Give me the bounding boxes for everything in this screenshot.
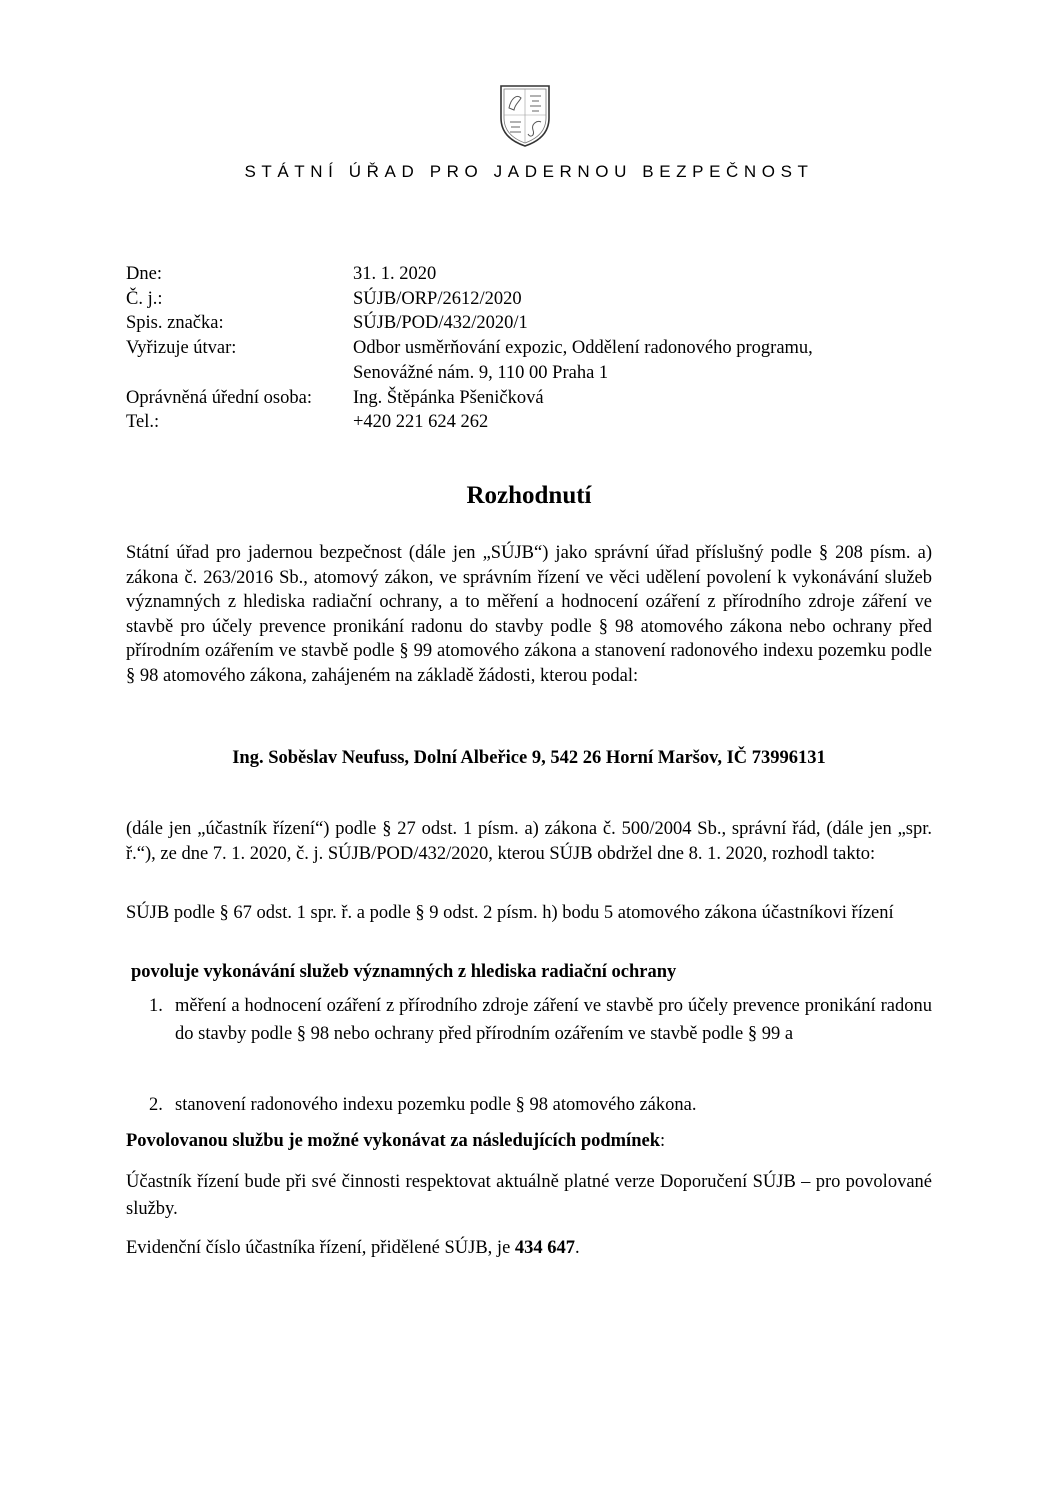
list-item: [126, 1092, 932, 1120]
applicant-line: Ing. Soběslav Neufuss, Dolní Albeřice 9, 542 26 Horní Maršov, IČ 73996131: [232, 748, 826, 768]
meta-label: Dne:: [126, 264, 162, 284]
list-number: 1.: [149, 996, 163, 1016]
meta-row-department-address: [126, 361, 813, 386]
meta-value: Ing. Štěpánka Pšeničková: [353, 387, 544, 408]
meta-row-department: [126, 336, 813, 361]
permit-statement: povoluje vykonávání služeb významných z hlediska radiační ochrany: [131, 962, 677, 982]
meta-label: Spis. značka:: [126, 313, 224, 334]
conditions-heading-text: Povolovanou službu je možné vykonávat za následujících podmínek: [126, 1131, 660, 1151]
conditions-heading-colon: :: [660, 1131, 666, 1151]
meta-label: Vyřizuje útvar:: [126, 338, 237, 359]
meta-label: [126, 361, 353, 386]
meta-row-reference: [126, 287, 813, 312]
intro-paragraph: Státní úřad pro jadernou bezpečnost (dále jen „SÚJB“) jako správní úřad příslušný podle § 208 písm. a) zákona č. 263/2016 Sb., atomový zákon, ve správním řízení ve věci udělení povolení k vykonávání služeb významných z hlediska radiační ochrany, a to měření a hodnocení ozáření z přírodního zdroje záření ve stavbě pro účely prevence pronikání radonu do stavby podle § 98 atomového zákona nebo ochrany před přírodním ozářením ve stavbě podle § 99 atomového zákona a stanovení radonového indexu pozemku podle § 98 atomového zákona, zahájeném na základě žádosti, kterou podal:: [126, 543, 932, 686]
conditions-paragraph: Účastník řízení bude při své činnosti respektovat aktuálně platné verze Doporučení SÚJB – pro povolované služby.: [126, 1172, 932, 1219]
meta-label: Oprávněná úřední osoba:: [126, 387, 312, 408]
czech-state-emblem-icon: [497, 82, 553, 148]
list-item-text: měření a hodnocení ozáření z přírodního zdroje záření ve stavbě pro účely prevence pronikání radonu do stavby podle § 98 nebo ochrany před přírodním ozářením ve stavbě podle § 99 a: [175, 996, 932, 1044]
meta-row-official: [126, 386, 813, 411]
meta-row-file-mark: [126, 311, 813, 336]
meta-value: Odbor usměrňování expozic, Oddělení radonového programu,: [353, 338, 813, 359]
list-item: [126, 993, 932, 1048]
office-name: STÁTNÍ ÚŘAD PRO JADERNOU BEZPEČNOST: [244, 162, 814, 181]
meta-row-phone: [126, 410, 813, 435]
meta-value: 31. 1. 2020: [353, 264, 437, 284]
conditions-heading: [126, 1129, 932, 1154]
meta-value: SÚJB/ORP/2612/2020: [353, 288, 522, 309]
list-number: 2.: [149, 1095, 163, 1115]
meta-label: Tel.:: [126, 412, 160, 433]
meta-value: Senovážné nám. 9, 110 00 Praha 1: [353, 362, 609, 383]
document-title: Rozhodnutí: [466, 482, 592, 509]
meta-value: +420 221 624 262: [353, 412, 489, 433]
evidence-number: 434 647: [514, 1238, 576, 1258]
evidence-suffix: .: [575, 1238, 580, 1258]
meta-row-date: [126, 262, 813, 287]
meta-value: SÚJB/POD/432/2020/1: [353, 313, 528, 334]
meta-label: Č. j.:: [126, 288, 163, 309]
permitted-services-list-continued: [126, 1092, 932, 1120]
permitted-services-list: [126, 993, 932, 1048]
evidence-prefix: Evidenční číslo účastníka řízení, přidělené SÚJB, je: [126, 1238, 515, 1258]
party-definition-paragraph: (dále jen „účastník řízení“) podle § 27 odst. 1 písm. a) zákona č. 500/2004 Sb., správní řád, (dále jen „spr. ř.“), ze dne 7. 1. 2020, č. j. SÚJB/POD/432/2020, kterou SÚJB obdržel dne 8. 1. 2020, rozhodl takto:: [126, 819, 932, 864]
document-metadata: [126, 262, 813, 435]
list-item-text: stanovení radonového indexu pozemku podle § 98 atomového zákona.: [175, 1095, 697, 1115]
evidence-number-paragraph: [126, 1236, 932, 1261]
legal-basis-paragraph: SÚJB podle § 67 odst. 1 spr. ř. a podle § 9 odst. 2 písm. h) bodu 5 atomového zákona účastníkovi řízení: [126, 903, 894, 923]
